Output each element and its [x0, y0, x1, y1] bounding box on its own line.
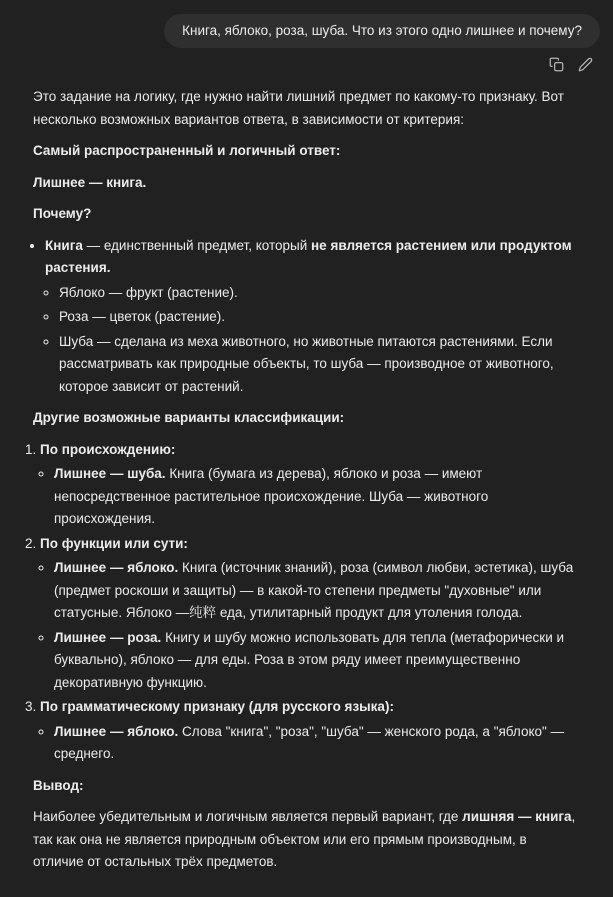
bullet-list — [33, 235, 580, 399]
bold-text: Книга — [45, 237, 83, 253]
list-item — [59, 331, 580, 399]
text: Книга (бумага из дерева), яблоко и роза — имеют непосредственное растительное происхождение. Шуба — животного происхождения. — [54, 466, 489, 526]
edit-button[interactable] — [575, 54, 596, 75]
text: Книгу и шубу можно использовать для тепла (метафорически и буквально), яблоко — для еды. Роза в этом ряду имеет преимущественно декоративную функцию. — [54, 629, 565, 690]
nested-list — [40, 557, 580, 694]
user-message-bubble: Книга, яблоко, роза, шуба. Что из этого одно лишнее и почему? — [164, 14, 600, 48]
text: Это задание на логику, где нужно найти лишний предмет по какому-то признаку. Вот несколько возможных вариантов ответа, в зависимости от критерия: — [33, 89, 564, 127]
list-item — [54, 721, 580, 766]
text: — единственный предмет, который — [82, 237, 312, 253]
bold-text: По происхождению: — [40, 441, 176, 457]
text: Шуба — сделана из меха животного, но животные питаются растениями. Если рассматривать как природные объекты, то шуба — производное от животного, которое зависит от растений. — [59, 333, 554, 394]
bold-text: не является растением или продуктом растения. — [45, 237, 572, 275]
paragraph — [33, 806, 580, 874]
copy-icon — [549, 57, 564, 72]
list-item — [59, 306, 580, 329]
nested-list — [45, 282, 580, 399]
list-item — [59, 282, 580, 305]
paragraph — [33, 203, 580, 226]
text: Книга (источник знаний), роза (символ любви, эстетика), шуба (предмет роскоши и защиты) — в какой-то степени предметы "духовные" или статусные. Яблоко —纯粹 еда, утилитарный продукт для утоления голода. — [54, 560, 574, 620]
bold-text: Почему? — [33, 206, 92, 221]
list-item — [54, 463, 580, 531]
bold-text: Другие возможные варианты классификации: — [33, 410, 345, 425]
paragraph — [33, 172, 580, 195]
bold-text: Лишнее — книга. — [33, 174, 147, 190]
nested-list — [40, 721, 580, 766]
list-item — [40, 533, 580, 695]
bold-text: Лишнее — шуба. — [54, 466, 166, 481]
bold-text: По функции или сути: — [40, 535, 188, 551]
list-item — [40, 696, 580, 766]
copy-button[interactable] — [546, 54, 567, 75]
nested-list — [40, 463, 580, 531]
text: Яблоко — фрукт (растение). — [59, 284, 238, 300]
bold-text: Самый распространенный и логичный ответ: — [33, 143, 341, 158]
list-item — [45, 235, 580, 399]
numbered-list — [33, 439, 580, 766]
text: Наиболее убедительным и логичным является первый вариант, где — [33, 809, 463, 824]
assistant-message — [13, 75, 600, 897]
list-item — [54, 557, 580, 625]
paragraph — [33, 407, 580, 430]
bold-text: По грамматическому признаку (для русского языка): — [40, 699, 394, 714]
bold-text: Лишнее — роза. — [54, 629, 162, 645]
edit-icon — [578, 57, 593, 72]
list-item — [54, 627, 580, 695]
message-actions — [13, 48, 600, 75]
text: Слова "книга", "роза", "шуба" — женского рода, а "яблоко" — среднего. — [54, 723, 565, 761]
bold-text: Лишнее — яблоко. — [54, 560, 179, 575]
paragraph — [33, 775, 580, 798]
paragraph — [33, 86, 580, 131]
text: , так как она не является природным объектом или его прямым производным, в отличие от остальных трёх предметов. — [33, 809, 576, 869]
bold-text: лишняя — книга — [462, 809, 572, 824]
list-item — [40, 439, 580, 531]
bold-text: Лишнее — яблоко. — [54, 723, 179, 739]
paragraph — [33, 140, 580, 163]
user-message-row — [13, 14, 600, 48]
bold-text: Вывод: — [33, 777, 84, 793]
text: Роза — цветок (растение). — [59, 309, 226, 324]
